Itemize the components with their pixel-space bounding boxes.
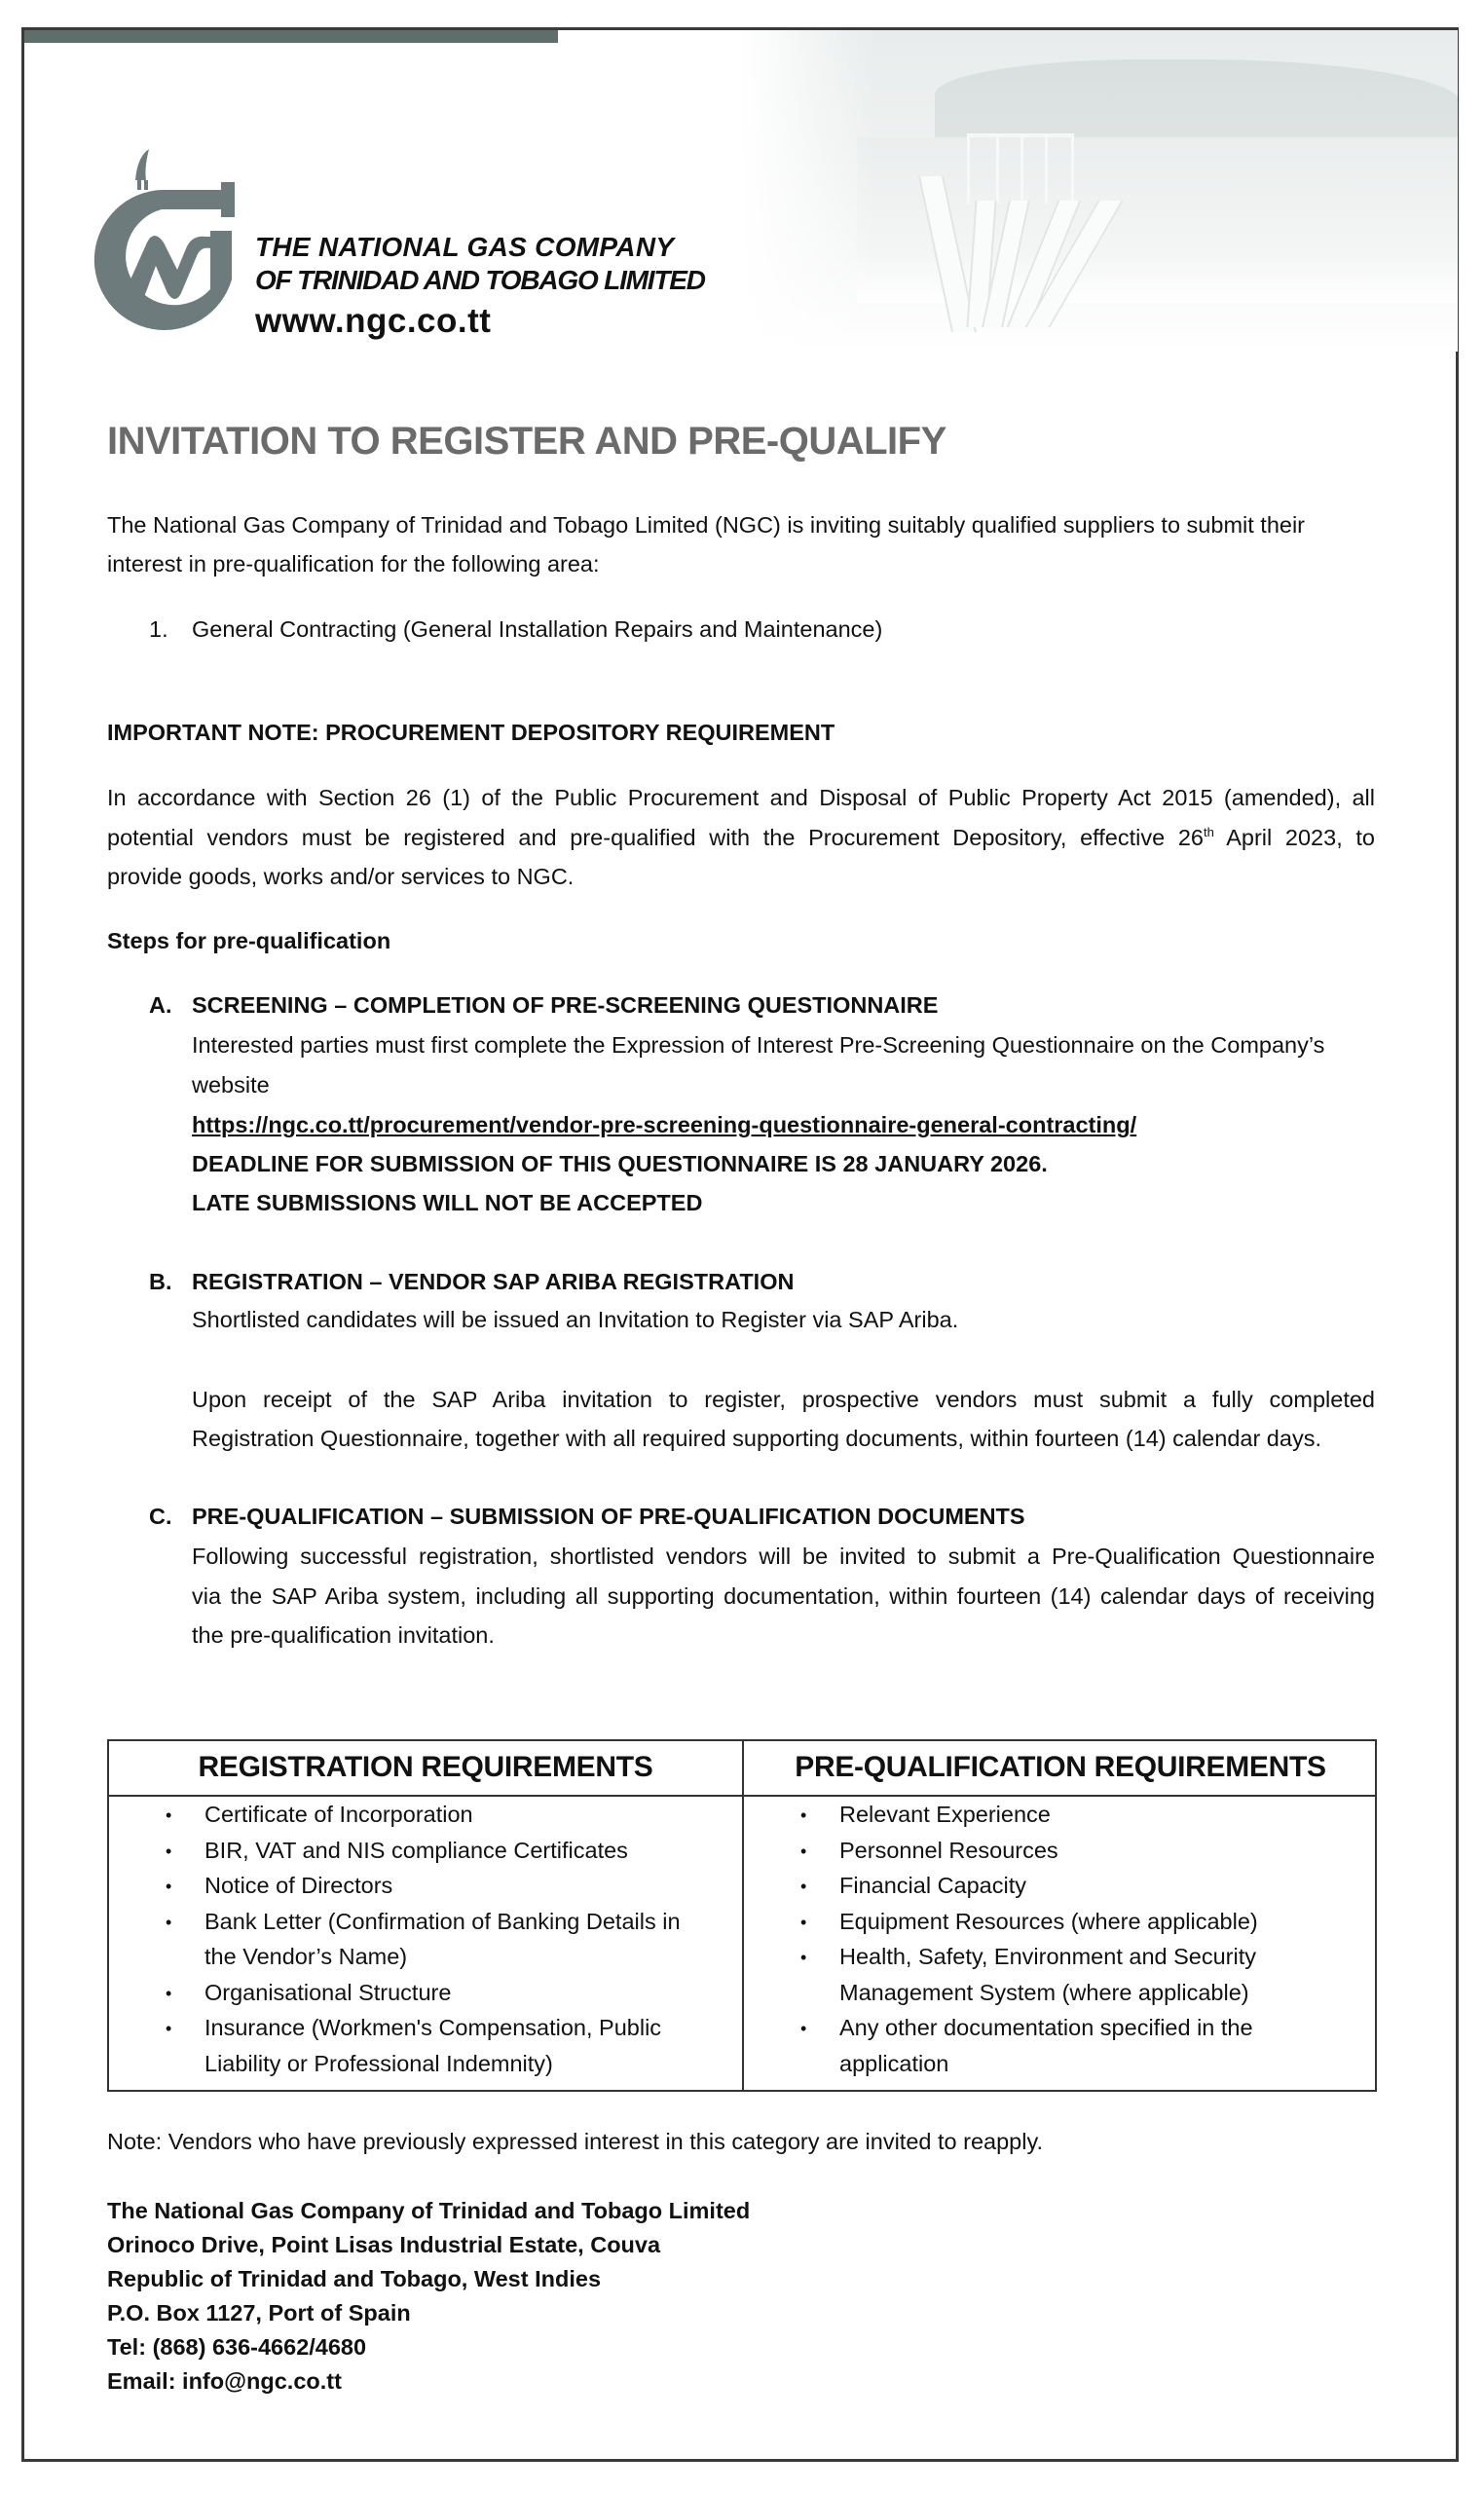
company-name-line2: OF TRINIDAD AND TOBAGO LIMITED — [255, 265, 705, 295]
bullet-icon: • — [166, 1805, 172, 1825]
step-b-heading: REGISTRATION – VENDOR SAP ARIBA REGISTRATION — [192, 1269, 795, 1294]
requirement-item: application — [839, 2050, 949, 2076]
important-note-line3: provide goods, works and/or services to NGC. — [107, 864, 575, 889]
contact-email[interactable]: Email: info@ngc.co.tt — [107, 2368, 342, 2394]
bullet-icon: • — [800, 1805, 807, 1825]
important-note-line1: In accordance with Section 26 (1) of the Public Procurement and Disposal of Public Property Act 2015 (amended), all — [107, 785, 1375, 810]
area-item: General Contracting (General Installation Repairs and Maintenance) — [192, 616, 883, 642]
header-accent-bar — [24, 30, 558, 43]
requirement-item: Financial Capacity — [839, 1873, 1027, 1898]
requirement-item: Personnel Resources — [839, 1837, 1058, 1863]
requirement-item: Insurance (Workmen's Compensation, Public — [204, 2015, 662, 2040]
bullet-icon: • — [800, 1912, 807, 1932]
requirement-item: Equipment Resources (where applicable) — [839, 1908, 1258, 1934]
pre-screening-questionnaire-link[interactable]: https://ngc.co.tt/procurement/vendor-pre-screening-questionnaire-general-contracting/ — [192, 1112, 1137, 1137]
requirement-item: the Vendor’s Name) — [204, 1944, 408, 1969]
area-number: 1. — [149, 616, 168, 642]
bullet-icon: • — [800, 1841, 807, 1861]
bullet-icon: • — [166, 1841, 172, 1861]
contact-address2: Republic of Trinidad and Tobago, West Indies — [107, 2266, 602, 2291]
intro-text-line2: interest in pre-qualification for the following area: — [107, 551, 600, 577]
requirement-item: Notice of Directors — [204, 1873, 393, 1898]
bullet-icon: • — [166, 1983, 172, 2003]
intro-text-line1: The National Gas Company of Trinidad and Tobago Limited (NGC) is inviting suitably qualified suppliers to submit their — [107, 512, 1306, 538]
contact-tel: Tel: (868) 636-4662/4680 — [107, 2334, 367, 2360]
step-b-line1: Shortlisted candidates will be issued an Invitation to Register via SAP Ariba. — [192, 1307, 959, 1332]
pipeline-photo-banner — [740, 30, 1458, 352]
bullet-icon: • — [166, 2019, 172, 2038]
step-c-line3: the pre-qualification invitation. — [192, 1622, 495, 1648]
steps-heading: Steps for pre-qualification — [107, 928, 391, 953]
important-note-line2: potential vendors must be registered and pre-qualified with the Procurement Depository, effective 26th April 2023, to — [107, 825, 1375, 850]
contact-po-box: P.O. Box 1127, Port of Spain — [107, 2300, 411, 2326]
requirement-item: Relevant Experience — [839, 1802, 1051, 1827]
company-website[interactable]: www.ngc.co.tt — [255, 302, 492, 340]
reapply-note: Note: Vendors who have previously expressed interest in this category are invited to reapply. — [107, 2129, 1043, 2154]
important-note-heading: IMPORTANT NOTE: PROCUREMENT DEPOSITORY REQUIREMENT — [107, 720, 835, 745]
requirements-table — [107, 1739, 1377, 2092]
requirement-item: Health, Safety, Environment and Security — [839, 1944, 1257, 1969]
step-c-heading: PRE-QUALIFICATION – SUBMISSION OF PRE-QUALIFICATION DOCUMENTS — [192, 1504, 1025, 1529]
step-a-line1: Interested parties must first complete the Expression of Interest Pre-Screening Questionnaire on the Company’s — [192, 1032, 1325, 1058]
page-title: INVITATION TO REGISTER AND PRE-QUALIFY — [107, 420, 946, 463]
step-c-line2: via the SAP Ariba system, including all supporting documentation, within fourteen (14) calendar days of receiving — [192, 1583, 1375, 1609]
step-b-para2-line2: Registration Questionnaire, together with all required supporting documents, within fourteen (14) calendar days. — [192, 1426, 1321, 1451]
bullet-icon: • — [166, 1912, 172, 1932]
step-b-para2-line1: Upon receipt of the SAP Ariba invitation to register, prospective vendors must submit a fully completed — [192, 1387, 1375, 1412]
step-c-letter: C. — [149, 1504, 172, 1529]
registration-requirements-header: REGISTRATION REQUIREMENTS — [198, 1751, 653, 1783]
step-a-letter: A. — [149, 992, 172, 1018]
step-a-line2: website — [192, 1072, 270, 1098]
bullet-icon: • — [800, 1877, 807, 1896]
requirement-item: Management System (where applicable) — [839, 1979, 1249, 2005]
requirement-item: Certificate of Incorporation — [204, 1802, 473, 1827]
step-a-deadline: DEADLINE FOR SUBMISSION OF THIS QUESTIONNAIRE IS 28 JANUARY 2026. — [192, 1151, 1048, 1176]
requirement-item: Liability or Professional Indemnity) — [204, 2050, 553, 2076]
bullet-icon: • — [800, 1948, 807, 1967]
requirement-item: Organisational Structure — [204, 1979, 452, 2005]
prequalification-requirements-header: PRE-QUALIFICATION REQUIREMENTS — [795, 1751, 1326, 1783]
step-c-line1: Following successful registration, shortlisted vendors will be invited to submit a Pre-Qualification Questionnaire — [192, 1544, 1375, 1569]
requirement-item: BIR, VAT and NIS compliance Certificates — [204, 1837, 628, 1863]
bullet-icon: • — [166, 1877, 172, 1896]
bullet-icon: • — [800, 2019, 807, 2038]
contact-company: The National Gas Company of Trinidad and Tobago Limited — [107, 2198, 751, 2223]
company-name-line1: THE NATIONAL GAS COMPANY — [255, 232, 675, 262]
step-a-heading: SCREENING – COMPLETION OF PRE-SCREENING QUESTIONNAIRE — [192, 992, 939, 1018]
requirement-item: Bank Letter (Confirmation of Banking Details in — [204, 1908, 681, 1934]
contact-address1: Orinoco Drive, Point Lisas Industrial Estate, Couva — [107, 2232, 661, 2257]
step-a-late-notice: LATE SUBMISSIONS WILL NOT BE ACCEPTED — [192, 1190, 703, 1215]
page-border — [21, 27, 1459, 2462]
step-b-letter: B. — [149, 1269, 172, 1294]
requirement-item: Any other documentation specified in the — [839, 2015, 1253, 2040]
ngc-logo-icon — [93, 133, 240, 343]
